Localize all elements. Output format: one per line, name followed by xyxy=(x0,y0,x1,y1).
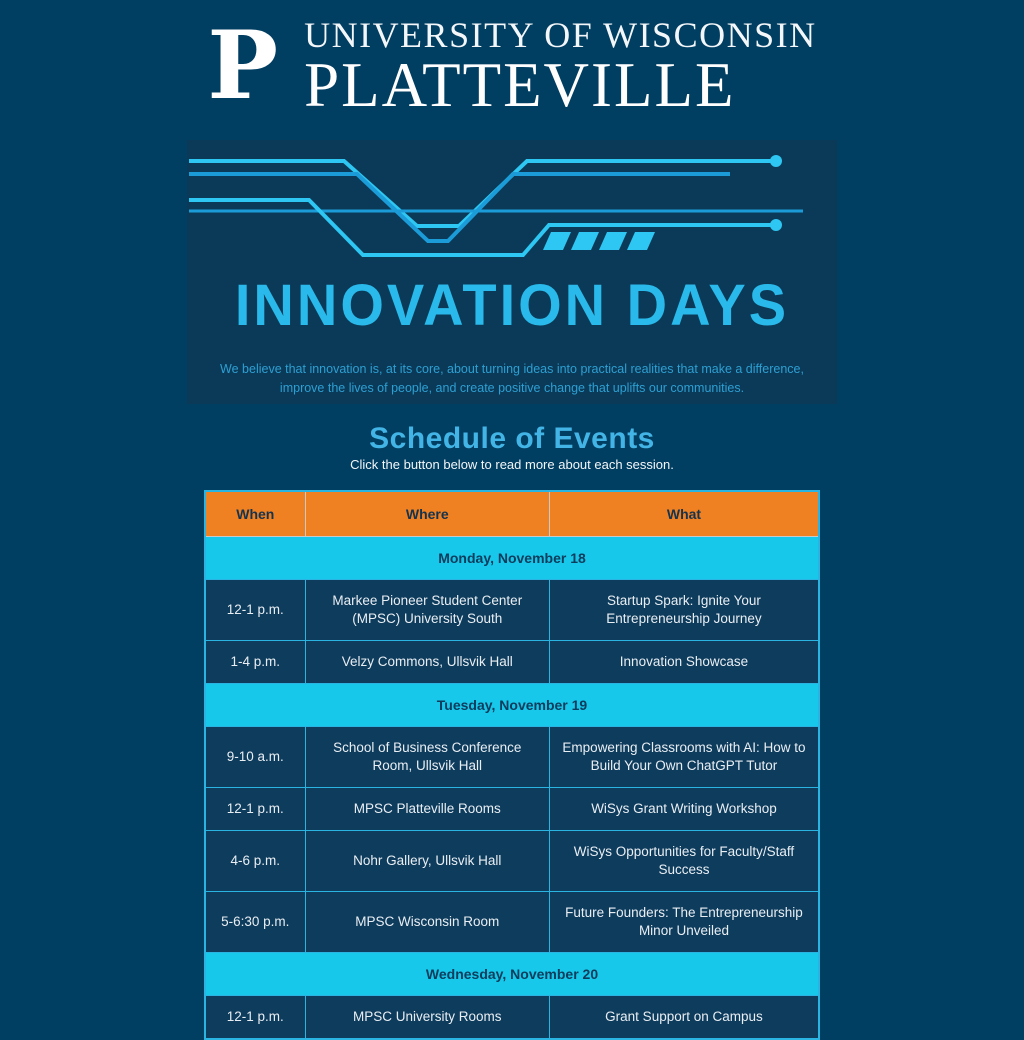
session-when: 4-6 p.m. xyxy=(205,831,305,892)
university-name-line2: PLATTEVILLE xyxy=(304,50,736,120)
day-label: Monday, November 18 xyxy=(205,537,819,580)
session-what: Empowering Classrooms with AI: How to Build Your Own ChatGPT Tutor xyxy=(549,727,819,788)
day-header-row xyxy=(205,684,819,727)
circuit-lines-graphic xyxy=(187,146,837,276)
session-when: 12-1 p.m. xyxy=(205,996,305,1040)
schedule-table xyxy=(204,490,820,1040)
session-row xyxy=(205,831,819,892)
session-row xyxy=(205,727,819,788)
column-header-where: Where xyxy=(305,491,549,537)
session-where: Markee Pioneer Student Center (MPSC) University South xyxy=(305,580,549,641)
innovation-days-banner xyxy=(187,140,837,404)
column-header-when: When xyxy=(205,491,305,537)
university-name-line1: UNIVERSITY OF WISCONSIN xyxy=(304,15,817,55)
session-row xyxy=(205,892,819,953)
session-row xyxy=(205,580,819,641)
session-row xyxy=(205,788,819,831)
session-when: 12-1 p.m. xyxy=(205,580,305,641)
tagline-line1: We believe that innovation is, at its core, about turning ideas into practical realities that make a difference, xyxy=(220,362,804,376)
session-what: Future Founders: The Entrepreneurship Minor Unveiled xyxy=(549,892,819,953)
session-where: Nohr Gallery, Ullsvik Hall xyxy=(305,831,549,892)
banner-tagline xyxy=(194,360,830,398)
university-logo-p-icon: P xyxy=(207,11,279,121)
session-when: 5-6:30 p.m. xyxy=(205,892,305,953)
day-label: Wednesday, November 20 xyxy=(205,953,819,996)
session-when: 12-1 p.m. xyxy=(205,788,305,831)
tagline-line2: improve the lives of people, and create positive change that uplifts our communities. xyxy=(279,381,745,395)
schedule-table-container xyxy=(204,490,820,1040)
column-header-what: What xyxy=(549,491,819,537)
university-logo xyxy=(207,11,817,121)
session-what: WiSys Grant Writing Workshop xyxy=(549,788,819,831)
university-wordmark xyxy=(304,15,817,120)
session-what: Startup Spark: Ignite Your Entrepreneurship Journey xyxy=(549,580,819,641)
session-row xyxy=(205,641,819,684)
table-header-row xyxy=(205,491,819,537)
day-header-row xyxy=(205,537,819,580)
circuit-dashes xyxy=(543,232,655,250)
session-when: 9-10 a.m. xyxy=(205,727,305,788)
session-where: School of Business Conference Room, Ullsvik Hall xyxy=(305,727,549,788)
schedule-heading: Schedule of Events xyxy=(369,422,655,455)
session-what: WiSys Opportunities for Faculty/Staff Success xyxy=(549,831,819,892)
session-where: Velzy Commons, Ullsvik Hall xyxy=(305,641,549,684)
day-header-row xyxy=(205,953,819,996)
innovation-days-title: INNOVATION DAYS xyxy=(234,271,790,338)
session-what: Grant Support on Campus xyxy=(549,996,819,1040)
session-what: Innovation Showcase xyxy=(549,641,819,684)
session-when: 1-4 p.m. xyxy=(205,641,305,684)
day-label: Tuesday, November 19 xyxy=(205,684,819,727)
session-where: MPSC University Rooms xyxy=(305,996,549,1040)
session-where: MPSC Wisconsin Room xyxy=(305,892,549,953)
session-where: MPSC Platteville Rooms xyxy=(305,788,549,831)
schedule-subheading: Click the button below to read more about each session. xyxy=(350,457,674,472)
session-row xyxy=(205,996,819,1040)
